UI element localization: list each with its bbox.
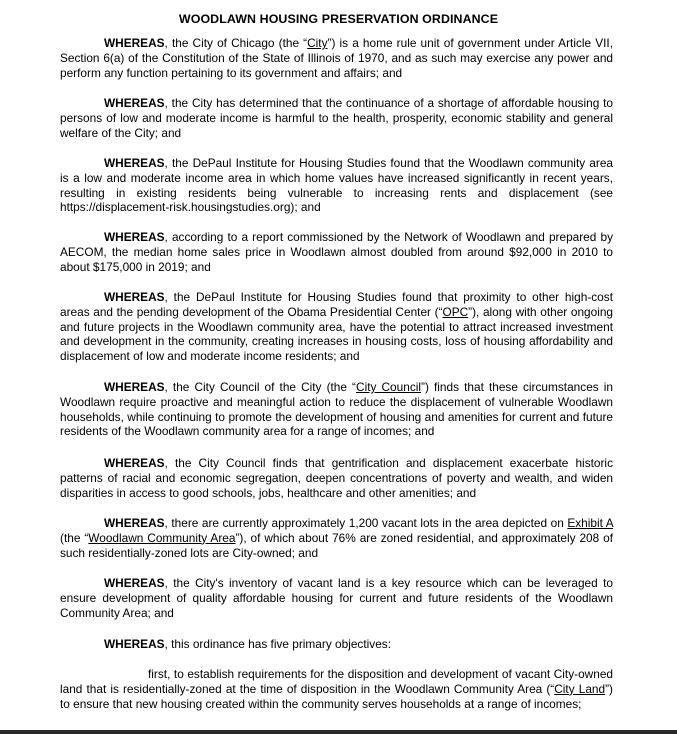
whereas-keyword: WHEREAS: [104, 156, 165, 170]
paragraph-text: ”) is a home rule unit of government under Article VII, Section 6(a) of the Constitution of the State of Illinois of 1970, and as such may exercise any power and perform any function pertaining to its government and affairs; and: [60, 36, 613, 80]
paragraph-text: ”), along with other ongoing and future projects in the Woodlawn community area, have the potential to attract increased investment and development in the community, creating increases in housing costs, loss of housing affordability and displacement of low and moderate income residents; and: [60, 304, 614, 364]
paragraph-text: (the “: [60, 530, 89, 545]
paragraph-text: first, to establish requirements for the disposition and development of vacant City-owned land that is residentially-zoned at the time of disposition in the Woodlawn Community Area (“: [60, 667, 613, 696]
paragraph-text: , the City has determined that the continuance of a shortage of affordable housing to persons of low and moderate income is harmful to the health, prosperity, economic stability and general welfare of the City; and: [60, 96, 613, 140]
whereas-keyword: WHEREAS: [104, 637, 165, 651]
defined-term-exhibit-a: Exhibit A: [567, 516, 613, 530]
defined-term-opc: OPC: [442, 304, 469, 319]
whereas-paragraph-home-rule: [60, 36, 613, 80]
ordinance-title: WOODLAWN HOUSING PRESERVATION ORDINANCE: [178, 12, 499, 26]
whereas-paragraph-obama-center: [60, 290, 613, 364]
paragraph-text: ”), of which about 76% are zoned residential, and approximately 208 of such residentially-zoned lots are City-owned; and: [60, 530, 613, 560]
paragraph-text: ”) finds that these circumstances in Woodlawn require proactive and meaningful action to reduce the displacement of vulnerable Woodlawn households, while continuing to promote the development of housing and amenities for current and future residents of the Woodlawn community area for a range of incomes; and: [60, 380, 614, 439]
whereas-keyword: WHEREAS: [104, 456, 165, 470]
paragraph-text: , the City of Chicago (the “: [164, 36, 308, 50]
paragraph-text: , the DePaul Institute for Housing Studies found that proximity to other high-cost areas and the pending development of the Obama Presidential Center (“: [60, 290, 613, 319]
objective-first: [60, 667, 613, 711]
paragraph-text: , the City's inventory of vacant land is a key resource which can be leveraged to ensure development of quality affordable housing for current and future residents of the Woodlawn Community Area; and: [60, 576, 613, 620]
whereas-paragraph-city-council: [60, 380, 613, 439]
whereas-paragraph-gentrification: [60, 456, 613, 500]
page-bottom-edge: [0, 730, 677, 734]
paragraph-text: ”) to ensure that new housing created within the community serves households at a range of incomes;: [60, 681, 613, 711]
defined-term-city-council: City Council: [356, 380, 422, 394]
whereas-paragraph-depaul-study: [60, 156, 613, 215]
paragraph-text: , the City Council finds that gentrification and displacement exacerbate historic patterns of racial and economic segregation, deepen concentrations of poverty and wealth, and widen disparities in access to good schools, jobs, healthcare and other amenities; and: [60, 456, 613, 500]
paragraph-text: , there are currently approximately 1,200 vacant lots in the area depicted on: [164, 516, 568, 530]
whereas-keyword: WHEREAS: [104, 230, 165, 244]
whereas-paragraph-aecom-report: [60, 230, 613, 274]
whereas-keyword: WHEREAS: [104, 290, 165, 304]
whereas-paragraph-objectives: [60, 637, 613, 652]
whereas-keyword: WHEREAS: [104, 36, 165, 50]
whereas-keyword: WHEREAS: [104, 576, 165, 590]
defined-term-city: City: [307, 36, 328, 50]
whereas-paragraph-vacant-land-inventory: [60, 576, 613, 620]
whereas-paragraph-vacant-lots: [60, 516, 613, 560]
defined-term-city-land: City Land: [554, 681, 606, 696]
paragraph-text: , the City Council of the City (the “: [164, 380, 357, 394]
defined-term-woodlawn-community-area: Woodlawn Community Area: [88, 530, 236, 545]
whereas-keyword: WHEREAS: [104, 380, 165, 394]
whereas-keyword: WHEREAS: [104, 516, 165, 530]
paragraph-text: , according to a report commissioned by the Network of Woodlawn and prepared by AECOM, the median home sales price in Woodlawn almost doubled from around $92,000 in 2010 to about $175,000 in 2019; and: [60, 230, 613, 274]
whereas-paragraph-housing-shortage: [60, 96, 613, 140]
whereas-keyword: WHEREAS: [104, 96, 165, 110]
paragraph-text: , this ordinance has five primary objectives:: [164, 637, 391, 651]
paragraph-text: , the DePaul Institute for Housing Studies found that the Woodlawn community area is a low and moderate income area in which home values have increased significantly in recent years, resulting in existing residents being vulnerable to increasing rents and displacement (see https://displacement-risk.housingstudies.org); and: [60, 156, 613, 215]
